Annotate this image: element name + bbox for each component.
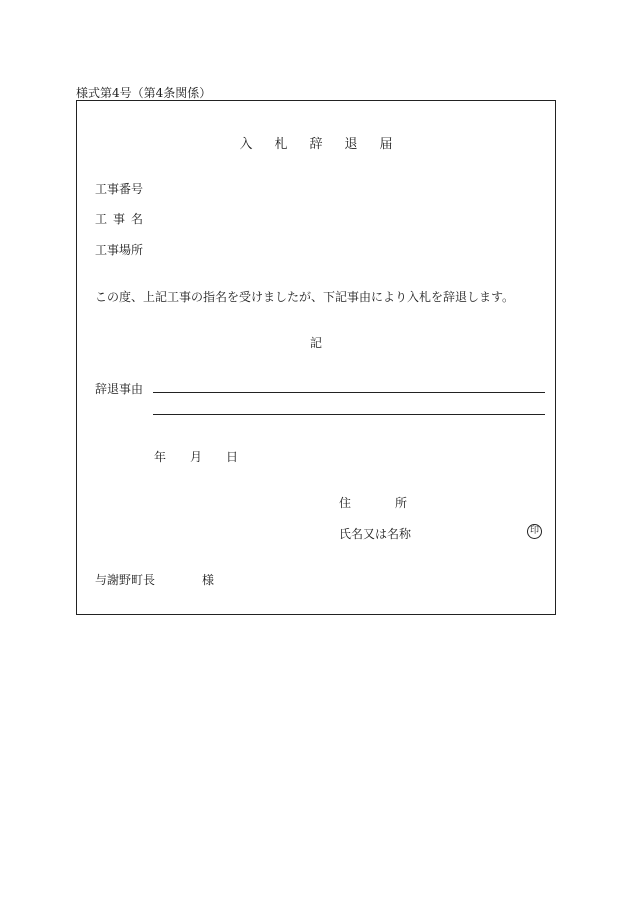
project-number-label: 工事番号: [95, 182, 144, 196]
reason-label: 辞退事由: [95, 382, 144, 396]
address-label-part-2: 所: [395, 496, 408, 510]
date-row: [154, 448, 238, 465]
month-label: 月: [190, 450, 203, 464]
addressee-name: 与謝野町長: [95, 573, 156, 587]
form-reference: 様式第4号（第4条関係）: [76, 86, 212, 100]
ki-heading: 記: [309, 336, 322, 350]
seal-mark: 印: [527, 524, 542, 539]
project-site-label: 工事場所: [95, 243, 144, 257]
day-label: 日: [226, 450, 239, 464]
name-label: 氏名又は名称: [339, 527, 412, 541]
document-title: 入札辞退届: [239, 137, 415, 152]
statement-text: この度、上記工事の指名を受けましたが、下記事由により入札を辞退します。: [95, 290, 515, 304]
reason-line-1[interactable]: [153, 392, 545, 393]
addressee-honorific: 様: [202, 573, 215, 587]
reason-line-2[interactable]: [153, 414, 545, 415]
form-frame: [76, 100, 556, 615]
address-label-part-1: 住: [339, 496, 352, 510]
year-label: 年: [154, 450, 167, 464]
project-name-label: 工事名: [95, 212, 150, 226]
address-label: [339, 494, 407, 511]
